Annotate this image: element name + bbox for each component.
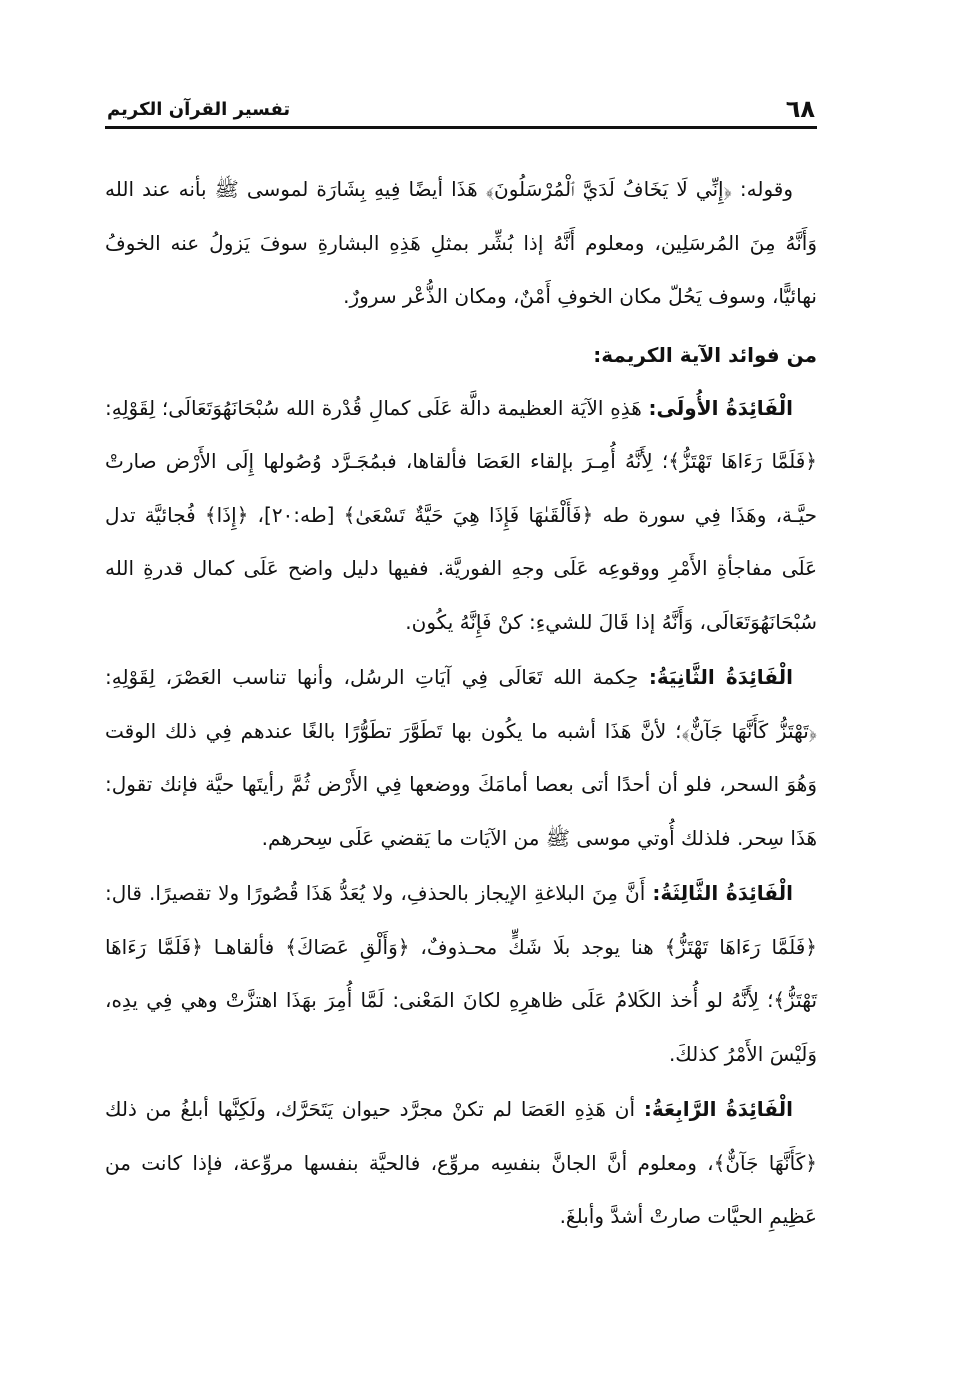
benefit-3-paragraph xyxy=(105,867,817,1081)
benefit-1-paragraph xyxy=(105,382,817,650)
book-title: تفسير القرآن الكريم xyxy=(107,99,291,120)
body-text xyxy=(105,163,817,1244)
benefit-1-label: الْفَائِدَةُ الأُولَى: xyxy=(648,395,794,420)
benefit-2-line-2: ﴿تَهْتَزُّ كَأَنَّهَا جَآنٌّ﴾؛ لأنَّ هَذَا أشبه ما يكُون بها تَطَوَّرَ تطَوُّرًا بالغًا عندهم فِي ذلك الوقت xyxy=(105,718,817,743)
intro-line-3: نهائيًّا، وسوف يَحُلّ مكان الخوفِ أَمْنٌ، ومكان الذُّعْر سرورٌ. xyxy=(343,284,817,308)
benefit-2-line-3: وَهُوَ السحر، فلو أن أحدًا أتى بعصا أمامَكَ ووضعها فِي الأَرْض ثُمَّ رأيتَها حيَّة فإنك xyxy=(159,772,818,796)
intro-line-1: وقوله: ﴿إِنِّي لَا يَخَافُ لَدَيَّ ٱلْمُرْسَلُونَ﴾ هَذَا أيضًا فِيهِ بِشَارَة لموسى ﷺ بأنه عند الله xyxy=(105,177,793,201)
benefit-2-paragraph xyxy=(105,651,817,865)
benefit-3-line-3: رَءَاهَا تَهْتَزُّ﴾؛ لِأَنَّهُ لو أُخذ الكَلامُ عَلَى ظاهرِهِ لكانَ المَعْنى: لَمَّا أُمِرَ بهَذَا اهتزَّتْ وهي xyxy=(105,934,818,1012)
page xyxy=(105,90,817,1244)
benefit-4-label: الْفَائِدَةُ الرَّابِعَةُ: xyxy=(643,1097,793,1121)
benefit-4-line-1: أن هَذِهِ العَصَا لم تكنْ مجرَّد حيوان يَتَحَرَّك، ولَكِنَّها أبلغُ من xyxy=(145,1097,636,1121)
benefit-1-line-3: صارتْ حيَّـة، وهَذَا فِي سورة طه ﴿فَأَلْقَىٰهَا فَإِذَا هِيَ حَيَّةٌ تَسْعَىٰ﴾ [طه:٢٠]، ﴿إِذَا﴾ xyxy=(105,449,818,527)
header-rule xyxy=(105,126,817,129)
intro-line-2: وَأَنَّهُ مِنَ المُرسَلِين، ومعلوم أَنَّهُ إذا بُشِّر بمثلِ هَذِهِ البشارةِ سوفَ يَزولُ عنه الخوفُ xyxy=(105,230,817,255)
benefit-4-paragraph xyxy=(105,1083,817,1244)
running-head xyxy=(105,90,817,124)
benefit-1-line-4: فُجائيَّة تدل عَلَى مفاجأةِ الأَمْرِ ووقوعِه عَلَى وجهِ الفوريَّة. ففيها دليل واضح عَلَى xyxy=(105,502,817,580)
page-number: ٦٨ xyxy=(785,95,815,123)
benefit-1-line-2: ﴿فَلَمَّا رَءَاهَا تَهْتَزُّ﴾؛ لِأَنَّهُ أُمِـرَ بإلقاء العَصَا فألقاها، فبمُجَـرَّد وُصُولها إِلَى الأَرْض xyxy=(165,449,818,473)
benefit-3-label: الْفَائِدَةُ الثَّالِثَةُ: xyxy=(652,881,794,905)
benefit-4-line-3: من عَظِيمِ الحيَّات صارتْ أشدَّ وأبلغَ. xyxy=(105,1150,817,1228)
benefit-2-line-1: حِكمة الله تَعَالَى فِي آيَاتِ الرسُل، وأنها تناسب العَصْرَ، لِقَوْلِهِ: xyxy=(105,665,639,689)
section-heading: من فوائد الآية الكريمة: xyxy=(593,342,817,367)
benefit-3-line-4: فِي يدِه، وَلَيْسَ الأَمْرُ كذلكَ. xyxy=(105,988,817,1066)
benefit-3-line-2: قال: ﴿فَلَمَّا رَءَاهَا تَهْتَزُّ﴾ هنا يوجد بلَا شَكٍّ محـذوفٌ، ﴿وَأَلْقِ عَصَاكَ﴾ فألقاهـا ﴿فَلَمَّا xyxy=(105,881,818,959)
benefit-3-line-1: أَنَّ مِنَ البلاغةِ الإيجاز بالحذفِ، ولا يُعَدُّ هَذَا قُصُورًا ولا تقصيرًا. xyxy=(149,881,646,905)
benefit-1-line-1: هَذِهِ الآيَة العظيمة دالَّة عَلَى كمالِ قُدْرة الله سُبْحَانَهُوَتَعَالَى؛ لِقَوْلِهِ: xyxy=(105,395,642,420)
benefit-2-label: الْفَائِدَةُ الثَّانِيَةُ: xyxy=(648,665,793,689)
intro-paragraph xyxy=(105,163,817,324)
benefit-1-line-5: كمال قدرةِ الله سُبْحَانَهُوَتَعَالَى، وَأَنَّهُ إذا قَالَ للشيءِ: كنْ فَإِنَّهُ يكُون. xyxy=(105,556,817,634)
benefit-4-line-2: ذلك ﴿كَأَنَّهَا جَآنٌّ﴾، ومعلوم أنَّ الجانَّ بنفسِه مروِّع، فالحيَّة بنفسها مروِّعة، فإذا كانت xyxy=(105,1097,818,1175)
benefit-2-line-4: تقول: هَذَا سِحر. فلذلك أُوتي موسى ﷺ من الآيَات ما يَقضي عَلَى سِحرهم. xyxy=(105,772,817,850)
